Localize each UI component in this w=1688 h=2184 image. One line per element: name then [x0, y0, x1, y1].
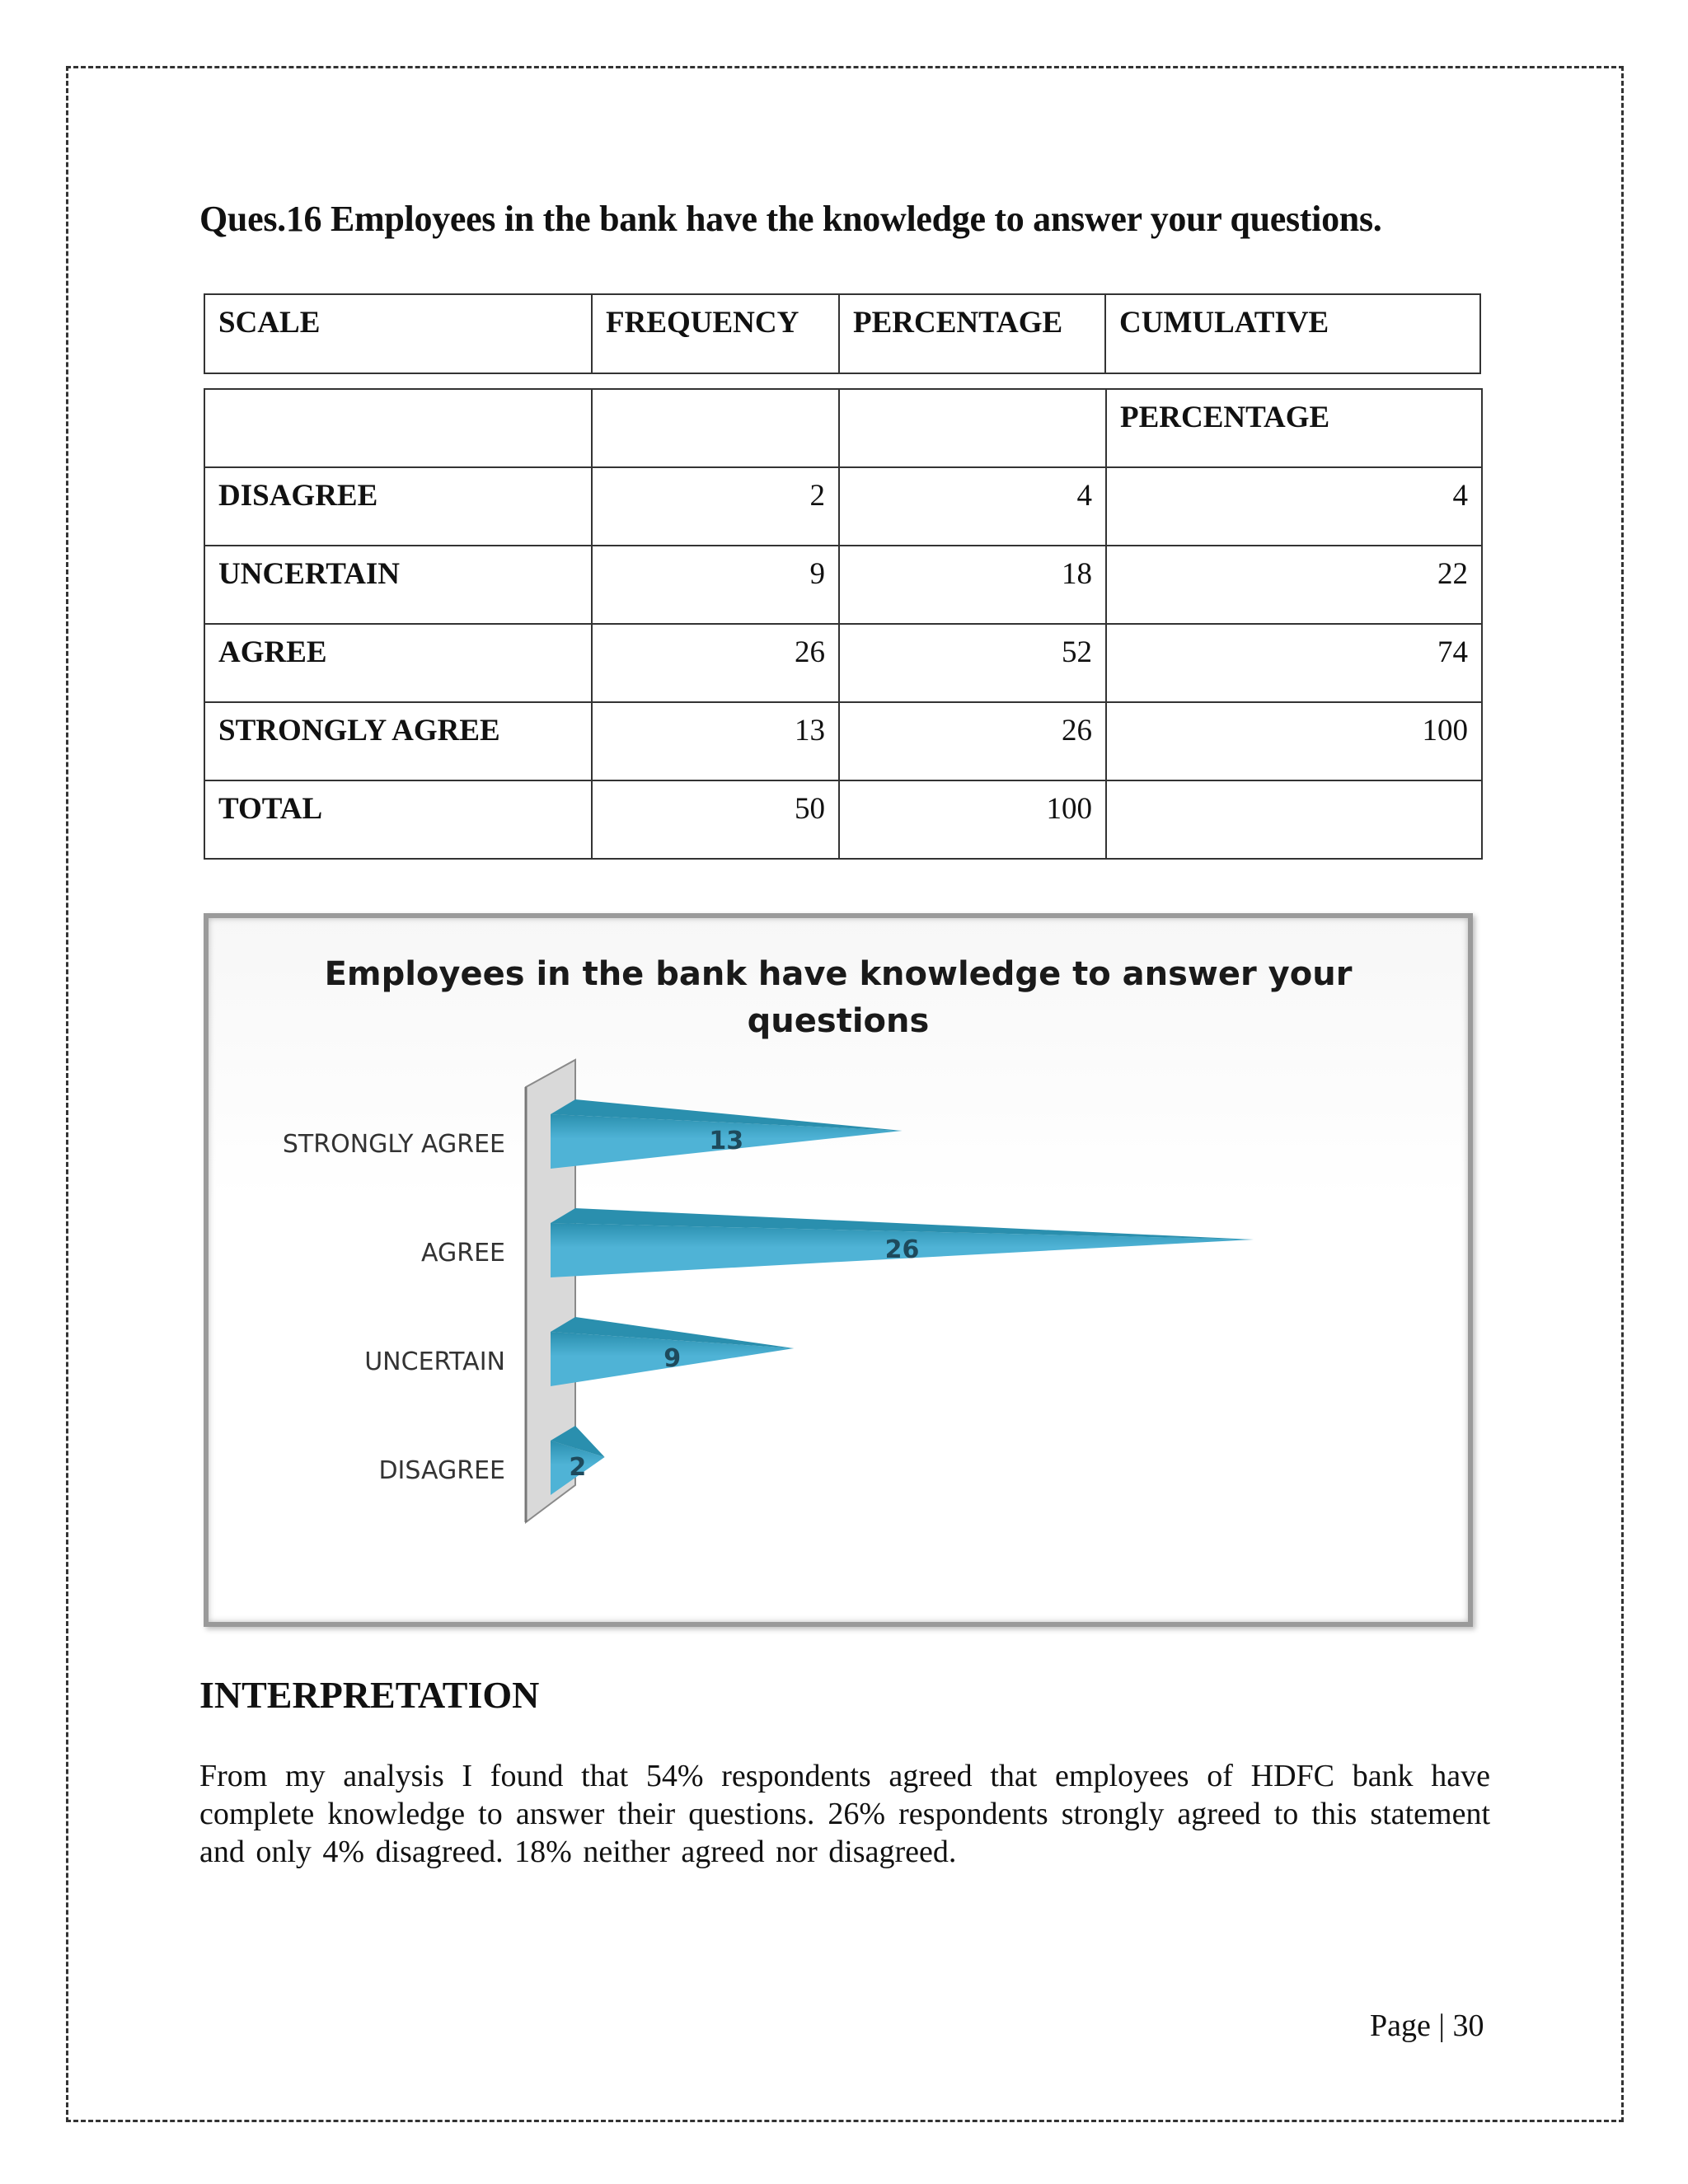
category-label: STRONGLY AGREE — [282, 1130, 505, 1159]
row-percentage: 52 — [839, 624, 1106, 702]
header-cumulative-percentage: PERCENTAGE — [1106, 389, 1482, 467]
interpretation-text: From my analysis I found that 54% respondents agreed that employees of HDFC bank have complete knowledge to answer their questions. 26% respondents strongly agreed to this statement and only 4% disagreed. 18% neither agreed nor disagreed. — [199, 1759, 1490, 1869]
category-label: DISAGREE — [378, 1456, 505, 1485]
row-cumulative: 100 — [1106, 702, 1482, 780]
chart-frame — [204, 913, 1473, 1627]
chart-title-line1: Employees in the bank have knowledge to answer your — [324, 955, 1353, 993]
table-row — [204, 780, 1482, 859]
header-frequency: FREQUENCY — [592, 294, 839, 373]
row-frequency: 26 — [592, 624, 839, 702]
row-cumulative: 4 — [1106, 467, 1482, 546]
bar-chart — [209, 918, 1468, 1622]
data-table — [204, 388, 1483, 860]
interpretation-heading: INTERPRETATION — [199, 1674, 540, 1716]
table-cell — [839, 389, 1106, 467]
row-cumulative — [1106, 780, 1482, 859]
page-number: Page | 30 — [1370, 2008, 1484, 2043]
table-header-row — [204, 294, 1480, 373]
table-row — [204, 624, 1482, 702]
row-frequency: 50 — [592, 780, 839, 859]
row-scale: TOTAL — [204, 780, 592, 859]
row-frequency: 9 — [592, 546, 839, 624]
table-row — [204, 546, 1482, 624]
row-scale: UNCERTAIN — [204, 546, 592, 624]
row-percentage: 18 — [839, 546, 1106, 624]
row-percentage: 4 — [839, 467, 1106, 546]
table-row — [204, 467, 1482, 546]
data-label: 13 — [709, 1127, 744, 1155]
table-cell — [592, 389, 839, 467]
row-frequency: 2 — [592, 467, 839, 546]
data-label: 26 — [884, 1235, 920, 1264]
table-cell — [204, 389, 592, 467]
header-table — [204, 293, 1481, 374]
row-scale: STRONGLY AGREE — [204, 702, 592, 780]
row-percentage: 100 — [839, 780, 1106, 859]
row-cumulative: 74 — [1106, 624, 1482, 702]
question-heading: Ques.16 Employees in the bank have the knowledge to answer your questions. — [199, 199, 1382, 239]
row-frequency: 13 — [592, 702, 839, 780]
header-percentage: PERCENTAGE — [839, 294, 1105, 373]
row-cumulative: 22 — [1106, 546, 1482, 624]
header-scale: SCALE — [204, 294, 592, 373]
category-label: AGREE — [421, 1239, 505, 1268]
table-header-cont-row — [204, 389, 1482, 467]
category-label: UNCERTAIN — [364, 1347, 505, 1376]
data-label: 9 — [663, 1344, 682, 1373]
data-label: 2 — [569, 1453, 587, 1482]
chart-title-line2: questions — [747, 1002, 930, 1040]
row-scale: AGREE — [204, 624, 592, 702]
header-cumulative: CUMULATIVE — [1105, 294, 1480, 373]
table-row — [204, 702, 1482, 780]
row-scale: DISAGREE — [204, 467, 592, 546]
row-percentage: 26 — [839, 702, 1106, 780]
